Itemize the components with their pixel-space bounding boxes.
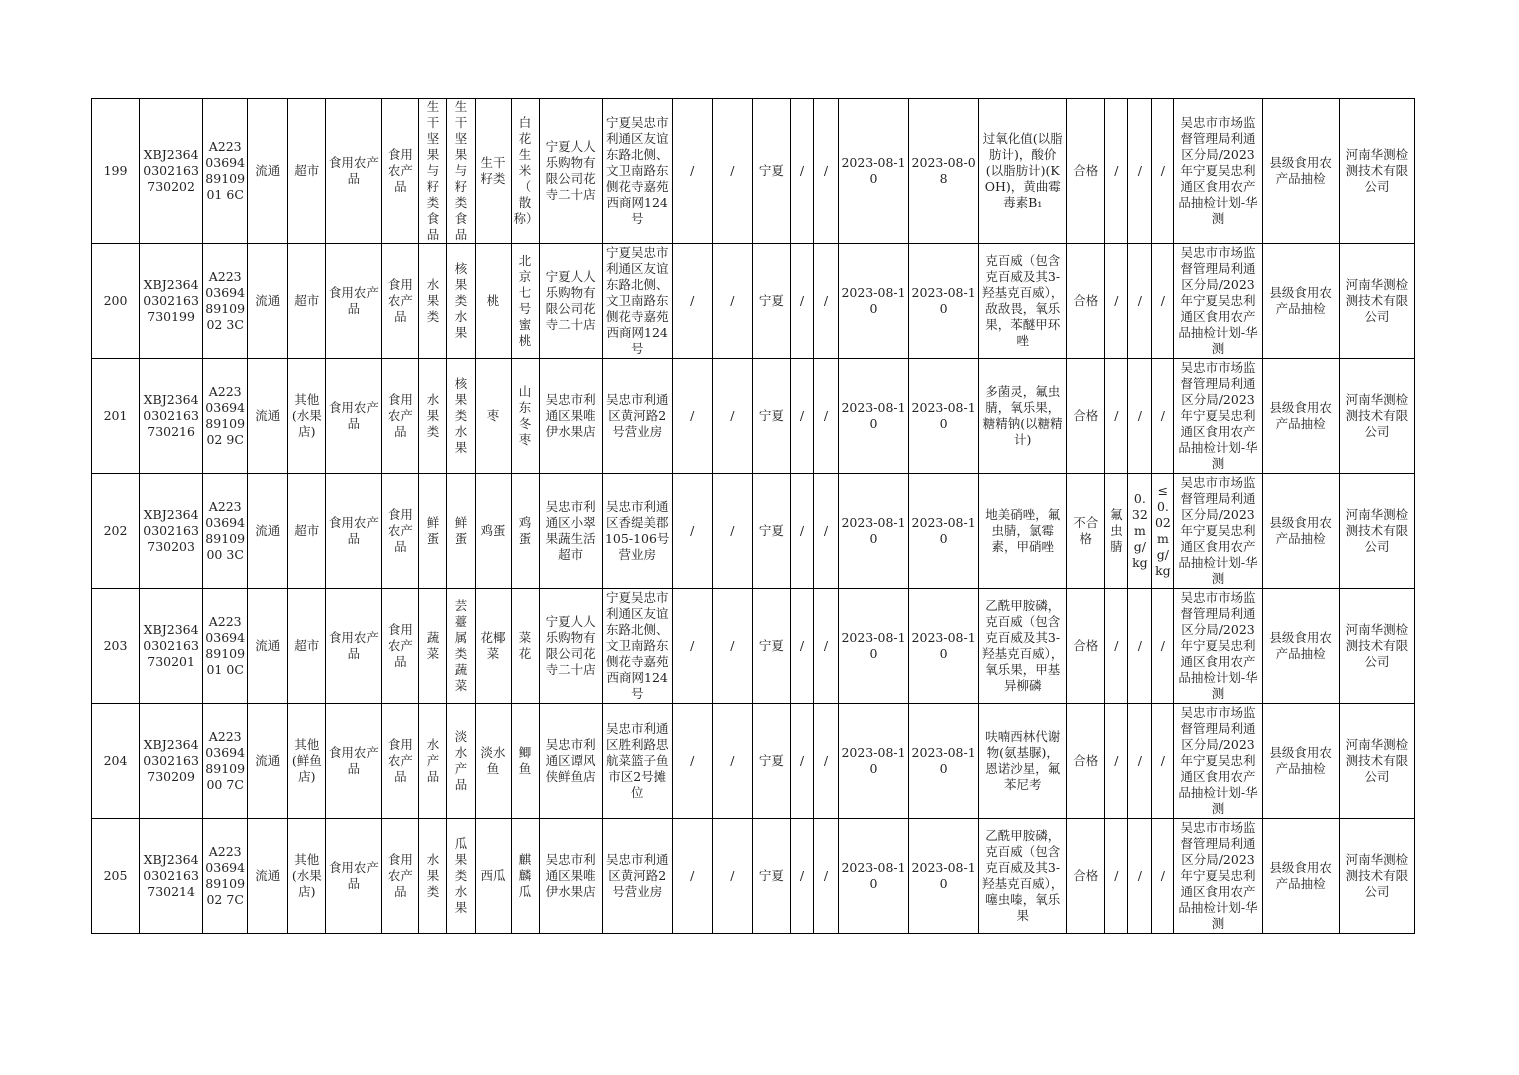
seller-name-cell: 宁夏人人乐购物有限公司花寺二十店 [539, 244, 602, 359]
blank-cell: / [712, 819, 752, 934]
food-category-cell: 食用农产品 [326, 589, 382, 704]
test-items-cell: 乙酰甲胺磷，克百威（包含克百威及其3-羟基克百威），氧乐果，甲基异柳磷 [979, 589, 1067, 704]
province-cell: 宁夏 [752, 819, 790, 934]
test-items-cell: 克百威（包含克百威及其3-羟基克百威），敌敌畏，氧乐果，苯醚甲环唑 [979, 244, 1067, 359]
food-type-cell: 水产品 [419, 704, 447, 819]
province-cell: 宁夏 [752, 99, 790, 244]
province-cell: 宁夏 [752, 244, 790, 359]
production-date-cell: 2023-08-10 [909, 244, 979, 359]
failed-value-cell: / [1128, 704, 1152, 819]
test-items-cell: 多菌灵，氟虫腈，氧乐果，糖精钠(以糖精计) [979, 359, 1067, 474]
blank-cell: / [712, 244, 752, 359]
standard-value-cell: / [1152, 819, 1174, 934]
blank-cell: / [790, 244, 813, 359]
standard-value-cell: ≤0.02mg/kg [1152, 474, 1174, 589]
sampling-date-cell: 2023-08-10 [838, 474, 908, 589]
blank-cell: / [672, 359, 712, 474]
sample-number-cell: XBJ23640302163730209 [140, 704, 203, 819]
failed-value-cell: / [1128, 359, 1152, 474]
circulation-link-cell: 流通 [248, 819, 288, 934]
task-source-cell: 吴忠市市场监督管理局利通区分局/2023年宁夏吴忠利通区食用农产品抽检计划-华测 [1174, 99, 1262, 244]
row-number-cell: 204 [92, 704, 140, 819]
lab-name-cell: 河南华测检测技术有限公司 [1339, 704, 1414, 819]
failed-value-cell: / [1128, 589, 1152, 704]
food-type-cell: 水果类 [419, 359, 447, 474]
standard-value-cell: / [1152, 244, 1174, 359]
food-category-cell: 食用农产品 [326, 359, 382, 474]
standard-value-cell: / [1152, 359, 1174, 474]
blank-cell: / [813, 244, 838, 359]
failed-value-cell: / [1128, 244, 1152, 359]
failed-item-cell: / [1105, 819, 1128, 934]
food-subtype-cell: 鲜蛋 [447, 474, 475, 589]
sampling-date-cell: 2023-08-10 [838, 704, 908, 819]
food-type-cell: 蔬菜 [419, 589, 447, 704]
food-class-cell: 食用农产品 [382, 589, 419, 704]
test-items-cell: 乙酰甲胺磷，克百威（包含克百威及其3-羟基克百威），噻虫嗪，氧乐果 [979, 819, 1067, 934]
food-type-cell: 水果类 [419, 244, 447, 359]
sample-name-cell: 菜花 [511, 589, 539, 704]
blank-cell: / [712, 704, 752, 819]
food-class-cell: 食用农产品 [382, 244, 419, 359]
test-items-cell: 地美硝唑，氟虫腈，氯霉素，甲硝唑 [979, 474, 1067, 589]
circulation-link-cell: 流通 [248, 99, 288, 244]
task-source-cell: 吴忠市市场监督管理局利通区分局/2023年宁夏吴忠利通区食用农产品抽检计划-华测 [1174, 704, 1262, 819]
sampling-place-cell: 超市 [288, 589, 326, 704]
food-class-cell: 食用农产品 [382, 99, 419, 244]
sample-number-cell: XBJ23640302163730199 [140, 244, 203, 359]
lab-name-cell: 河南华测检测技术有限公司 [1339, 99, 1414, 244]
sampling-place-cell: 超市 [288, 474, 326, 589]
table-row [92, 819, 1415, 934]
blank-cell: / [672, 244, 712, 359]
sample-name-cell: 鲫鱼 [511, 704, 539, 819]
blank-cell: / [813, 704, 838, 819]
production-date-cell: 2023-08-10 [909, 819, 979, 934]
food-type-cell: 生干坚果与籽类食品 [419, 99, 447, 244]
food-category-cell: 食用农产品 [326, 244, 382, 359]
check-type-cell: 县级食用农产品抽检 [1262, 244, 1339, 359]
food-detail-cell: 生干籽类 [475, 99, 511, 244]
production-date-cell: 2023-08-10 [909, 359, 979, 474]
result-cell: 合格 [1067, 244, 1105, 359]
circulation-link-cell: 流通 [248, 359, 288, 474]
sample-name-cell: 白花生米（散称） [511, 99, 539, 244]
circulation-link-cell: 流通 [248, 474, 288, 589]
food-class-cell: 食用农产品 [382, 474, 419, 589]
standard-value-cell: / [1152, 704, 1174, 819]
task-number-cell: A223036948910900 3C [203, 474, 248, 589]
circulation-link-cell: 流通 [248, 704, 288, 819]
blank-cell: / [790, 589, 813, 704]
seller-name-cell: 吴忠市利通区果唯伊水果店 [539, 819, 602, 934]
test-items-cell: 呋喃西林代谢物(氨基脲)，恩诺沙星，氟苯尼考 [979, 704, 1067, 819]
blank-cell: / [672, 474, 712, 589]
food-category-cell: 食用农产品 [326, 99, 382, 244]
result-cell: 合格 [1067, 99, 1105, 244]
row-number-cell: 203 [92, 589, 140, 704]
task-source-cell: 吴忠市市场监督管理局利通区分局/2023年宁夏吴忠利通区食用农产品抽检计划-华测 [1174, 474, 1262, 589]
check-type-cell: 县级食用农产品抽检 [1262, 819, 1339, 934]
circulation-link-cell: 流通 [248, 589, 288, 704]
food-class-cell: 食用农产品 [382, 819, 419, 934]
sampling-date-cell: 2023-08-10 [838, 244, 908, 359]
blank-cell: / [790, 474, 813, 589]
sample-name-cell: 山东冬枣 [511, 359, 539, 474]
task-source-cell: 吴忠市市场监督管理局利通区分局/2023年宁夏吴忠利通区食用农产品抽检计划-华测 [1174, 359, 1262, 474]
task-source-cell: 吴忠市市场监督管理局利通区分局/2023年宁夏吴忠利通区食用农产品抽检计划-华测 [1174, 244, 1262, 359]
food-type-cell: 水果类 [419, 819, 447, 934]
food-category-cell: 食用农产品 [326, 704, 382, 819]
seller-address-cell: 吴忠市利通区黄河路2号营业房 [602, 359, 672, 474]
blank-cell: / [813, 819, 838, 934]
food-subtype-cell: 核果类水果 [447, 244, 475, 359]
seller-address-cell: 吴忠市利通区黄河路2号营业房 [602, 819, 672, 934]
lab-name-cell: 河南华测检测技术有限公司 [1339, 359, 1414, 474]
seller-address-cell: 吴忠市利通区香缇美郡105-106号营业房 [602, 474, 672, 589]
food-subtype-cell: 生干坚果与籽类食品 [447, 99, 475, 244]
lab-name-cell: 河南华测检测技术有限公司 [1339, 819, 1414, 934]
blank-cell: / [712, 474, 752, 589]
blank-cell: / [712, 589, 752, 704]
row-number-cell: 199 [92, 99, 140, 244]
lab-name-cell: 河南华测检测技术有限公司 [1339, 589, 1414, 704]
food-detail-cell: 鸡蛋 [475, 474, 511, 589]
production-date-cell: 2023-08-10 [909, 704, 979, 819]
province-cell: 宁夏 [752, 704, 790, 819]
sampling-place-cell: 超市 [288, 244, 326, 359]
seller-name-cell: 宁夏人人乐购物有限公司花寺二十店 [539, 589, 602, 704]
production-date-cell: 2023-08-08 [909, 99, 979, 244]
task-number-cell: A223036948910901 6C [203, 99, 248, 244]
blank-cell: / [790, 819, 813, 934]
row-number-cell: 200 [92, 244, 140, 359]
failed-value-cell: / [1128, 819, 1152, 934]
result-cell: 不合格 [1067, 474, 1105, 589]
sampling-date-cell: 2023-08-10 [838, 589, 908, 704]
blank-cell: / [813, 474, 838, 589]
seller-name-cell: 宁夏人人乐购物有限公司花寺二十店 [539, 99, 602, 244]
food-subtype-cell: 核果类水果 [447, 359, 475, 474]
blank-cell: / [790, 99, 813, 244]
production-date-cell: 2023-08-10 [909, 589, 979, 704]
seller-address-cell: 宁夏吴忠市利通区友谊东路北侧、文卫南路东侧花寺嘉苑西商网124号 [602, 99, 672, 244]
sample-number-cell: XBJ23640302163730214 [140, 819, 203, 934]
table-row [92, 99, 1415, 244]
result-cell: 合格 [1067, 819, 1105, 934]
task-number-cell: A223036948910902 9C [203, 359, 248, 474]
seller-name-cell: 吴忠市利通区谭风侠鲜鱼店 [539, 704, 602, 819]
sample-name-cell: 麒麟瓜 [511, 819, 539, 934]
check-type-cell: 县级食用农产品抽检 [1262, 99, 1339, 244]
blank-cell: / [672, 589, 712, 704]
blank-cell: / [712, 359, 752, 474]
table-row [92, 704, 1415, 819]
production-date-cell: 2023-08-10 [909, 474, 979, 589]
check-type-cell: 县级食用农产品抽检 [1262, 589, 1339, 704]
seller-name-cell: 吴忠市利通区果唯伊水果店 [539, 359, 602, 474]
food-subtype-cell: 淡水产品 [447, 704, 475, 819]
sample-number-cell: XBJ23640302163730216 [140, 359, 203, 474]
result-cell: 合格 [1067, 704, 1105, 819]
blank-cell: / [712, 99, 752, 244]
seller-address-cell: 吴忠市利通区胜利路思航菜篮子鱼市区2号摊位 [602, 704, 672, 819]
lab-name-cell: 河南华测检测技术有限公司 [1339, 244, 1414, 359]
blank-cell: / [813, 99, 838, 244]
province-cell: 宁夏 [752, 474, 790, 589]
province-cell: 宁夏 [752, 359, 790, 474]
table-body [92, 99, 1415, 934]
failed-item-cell: / [1105, 359, 1128, 474]
test-items-cell: 过氧化值(以脂肪计)，酸价(以脂肪计)(KOH)，黄曲霉毒素B₁ [979, 99, 1067, 244]
failed-value-cell: 0.32mg/kg [1128, 474, 1152, 589]
food-class-cell: 食用农产品 [382, 359, 419, 474]
province-cell: 宁夏 [752, 589, 790, 704]
sampling-place-cell: 其他(水果店) [288, 359, 326, 474]
sample-number-cell: XBJ23640302163730203 [140, 474, 203, 589]
seller-address-cell: 宁夏吴忠市利通区友谊东路北侧、文卫南路东侧花寺嘉苑西商网124号 [602, 244, 672, 359]
check-type-cell: 县级食用农产品抽检 [1262, 704, 1339, 819]
table-row [92, 359, 1415, 474]
standard-value-cell: / [1152, 99, 1174, 244]
sampling-date-cell: 2023-08-10 [838, 99, 908, 244]
food-detail-cell: 淡水鱼 [475, 704, 511, 819]
sample-name-cell: 北京七号蜜桃 [511, 244, 539, 359]
food-detail-cell: 花椰菜 [475, 589, 511, 704]
sample-number-cell: XBJ23640302163730202 [140, 99, 203, 244]
blank-cell: / [813, 359, 838, 474]
result-cell: 合格 [1067, 589, 1105, 704]
blank-cell: / [790, 359, 813, 474]
row-number-cell: 202 [92, 474, 140, 589]
food-subtype-cell: 芸薹属类蔬菜 [447, 589, 475, 704]
task-number-cell: A223036948910901 0C [203, 589, 248, 704]
table-row [92, 244, 1415, 359]
check-type-cell: 县级食用农产品抽检 [1262, 474, 1339, 589]
check-type-cell: 县级食用农产品抽检 [1262, 359, 1339, 474]
row-number-cell: 205 [92, 819, 140, 934]
sampling-date-cell: 2023-08-10 [838, 819, 908, 934]
standard-value-cell: / [1152, 589, 1174, 704]
task-number-cell: A223036948910900 7C [203, 704, 248, 819]
sampling-place-cell: 超市 [288, 99, 326, 244]
food-detail-cell: 西瓜 [475, 819, 511, 934]
table-row [92, 589, 1415, 704]
sampling-place-cell: 其他(水果店) [288, 819, 326, 934]
failed-item-cell: / [1105, 589, 1128, 704]
blank-cell: / [672, 819, 712, 934]
task-source-cell: 吴忠市市场监督管理局利通区分局/2023年宁夏吴忠利通区食用农产品抽检计划-华测 [1174, 819, 1262, 934]
failed-item-cell: / [1105, 704, 1128, 819]
blank-cell: / [790, 704, 813, 819]
blank-cell: / [672, 704, 712, 819]
seller-address-cell: 宁夏吴忠市利通区友谊东路北侧、文卫南路东侧花寺嘉苑西商网124号 [602, 589, 672, 704]
table-row [92, 474, 1415, 589]
food-category-cell: 食用农产品 [326, 474, 382, 589]
seller-name-cell: 吴忠市利通区小翠果蔬生活超市 [539, 474, 602, 589]
food-class-cell: 食用农产品 [382, 704, 419, 819]
food-category-cell: 食用农产品 [326, 819, 382, 934]
failed-item-cell: 氟虫腈 [1105, 474, 1128, 589]
result-cell: 合格 [1067, 359, 1105, 474]
inspection-results-table [91, 98, 1415, 934]
food-subtype-cell: 瓜果类水果 [447, 819, 475, 934]
failed-value-cell: / [1128, 99, 1152, 244]
failed-item-cell: / [1105, 99, 1128, 244]
sample-name-cell: 鸡蛋 [511, 474, 539, 589]
sample-number-cell: XBJ23640302163730201 [140, 589, 203, 704]
failed-item-cell: / [1105, 244, 1128, 359]
food-type-cell: 鲜蛋 [419, 474, 447, 589]
sampling-date-cell: 2023-08-10 [838, 359, 908, 474]
sampling-place-cell: 其他(鲜鱼店) [288, 704, 326, 819]
circulation-link-cell: 流通 [248, 244, 288, 359]
row-number-cell: 201 [92, 359, 140, 474]
food-detail-cell: 桃 [475, 244, 511, 359]
blank-cell: / [813, 589, 838, 704]
task-number-cell: A223036948910902 3C [203, 244, 248, 359]
lab-name-cell: 河南华测检测技术有限公司 [1339, 474, 1414, 589]
blank-cell: / [672, 99, 712, 244]
task-source-cell: 吴忠市市场监督管理局利通区分局/2023年宁夏吴忠利通区食用农产品抽检计划-华测 [1174, 589, 1262, 704]
food-detail-cell: 枣 [475, 359, 511, 474]
task-number-cell: A223036948910902 7C [203, 819, 248, 934]
